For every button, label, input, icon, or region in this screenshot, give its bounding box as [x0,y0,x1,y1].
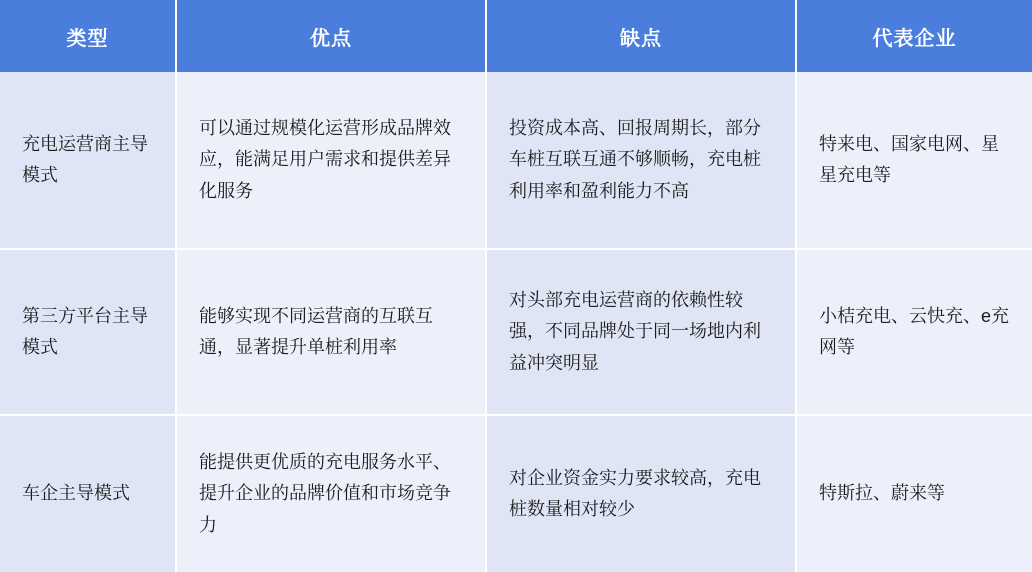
cell-cons-text: 对头部充电运营商的依赖性较强，不同品牌处于同一场地内利益冲突明显 [509,289,761,373]
table-row [0,72,1032,249]
cell-pros-text: 能提供更优质的充电服务水平、提升企业的品牌价值和市场竞争力 [199,451,451,535]
table-body [0,72,1032,572]
cell-firms-text: 特斯拉、蔚来等 [819,483,945,504]
cell-cons [486,72,796,249]
column-header-firms: 代表企业 [796,0,1032,72]
cell-pros [176,415,486,572]
cell-type [0,249,176,415]
cell-cons [486,249,796,415]
cell-pros [176,72,486,249]
table-header [0,0,1032,72]
cell-firms [796,72,1032,249]
cell-firms [796,249,1032,415]
table-header-row [0,0,1032,72]
cell-cons-text: 对企业资金实力要求较高，充电桩数量相对较少 [509,467,761,519]
cell-cons [486,415,796,572]
table-row [0,249,1032,415]
cell-type-text: 第三方平台主导模式 [22,305,148,357]
cell-firms-text: 小桔充电、云快充、e充网等 [819,305,1010,357]
cell-firms [796,415,1032,572]
cell-firms-text: 特来电、国家电网、星星充电等 [819,133,999,185]
cell-pros-text: 可以通过规模化运营形成品牌效应，能满足用户需求和提供差异化服务 [199,117,451,201]
table-row [0,415,1032,572]
cell-type [0,72,176,249]
cell-cons-text: 投资成本高、回报周期长，部分车桩互联互通不够顺畅，充电桩利用率和盈利能力不高 [509,117,761,201]
cell-type-text: 充电运营商主导模式 [22,133,148,185]
column-header-pros: 优点 [176,0,486,72]
column-header-cons: 缺点 [486,0,796,72]
cell-pros-text: 能够实现不同运营商的互联互通，显著提升单桩利用率 [199,305,433,357]
cell-type-text: 车企主导模式 [22,483,130,504]
cell-pros [176,249,486,415]
cell-type [0,415,176,572]
column-header-type: 类型 [0,0,176,72]
